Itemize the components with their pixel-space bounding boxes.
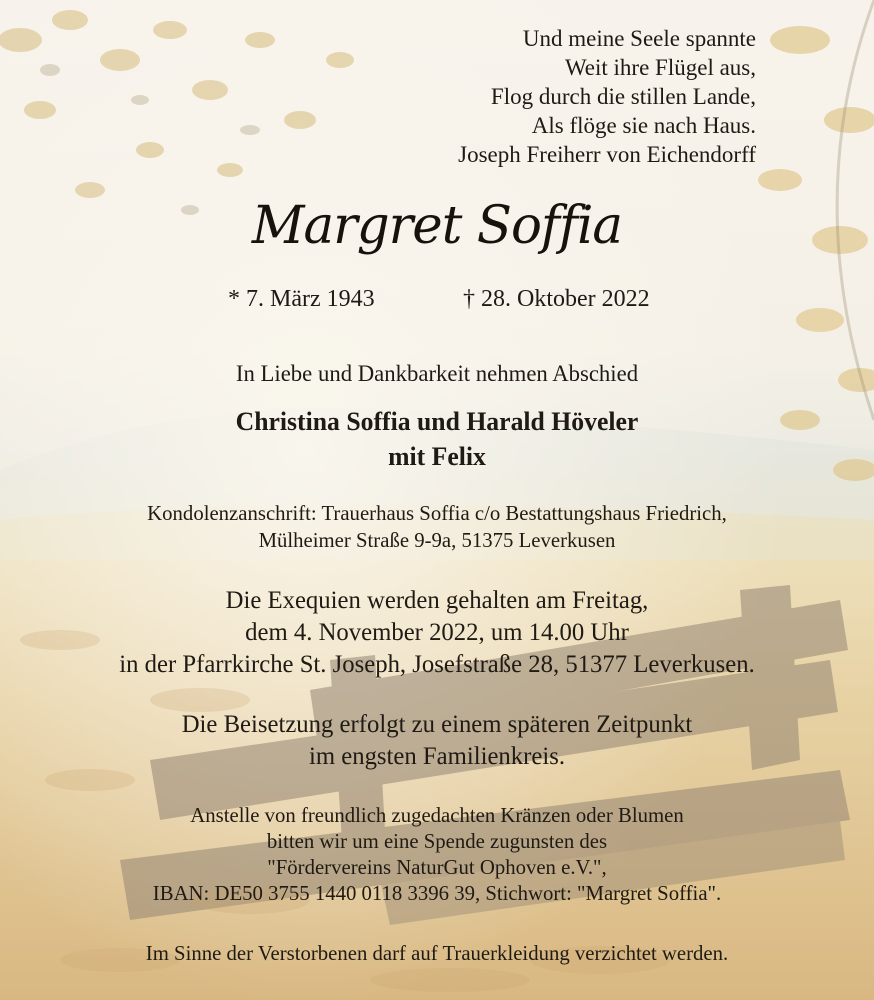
condolence-address-line2: Mülheimer Straße 9-9a, 51375 Leverkusen — [258, 528, 616, 552]
donation-iban: IBAN: DE50 3755 1440 0118 3396 39, Stichwort: "Margret Soffia". — [152, 881, 722, 905]
donation-recipient: "Fördervereins NaturGut Ophoven e.V.", — [267, 855, 607, 879]
donation-request-line2: bitten wir um eine Spende zugunsten des — [266, 829, 608, 853]
death-date: † 28. Oktober 2022 — [463, 286, 650, 312]
closing-note: Im Sinne der Verstorbenen darf auf Trauerkleidung verzichtet werden. — [145, 941, 729, 965]
poem-line: Als flöge sie nach Haus. — [531, 113, 756, 138]
farewell-intro: In Liebe und Dankbarkeit nehmen Abschied — [235, 361, 639, 386]
birth-date: * 7. März 1943 — [228, 286, 375, 312]
donation-request: Anstelle von freundlich zugedachten Kränzen oder Blumen — [190, 803, 684, 827]
mourners-names-line2: mit Felix — [388, 442, 486, 471]
poem-line: Weit ihre Flügel aus, — [564, 55, 756, 80]
condolence-address: Kondolenzanschrift: Trauerhaus Soffia c/o Bestattungshaus Friedrich, — [147, 501, 727, 525]
service-date-time: dem 4. November 2022, um 14.00 Uhr — [245, 619, 629, 646]
deceased-name: Margret Soffia — [251, 196, 623, 256]
poem-line: Und meine Seele spannte — [522, 26, 756, 51]
service-location: in der Pfarrkirche St. Joseph, Josefstraße 28, 51377 Leverkusen. — [119, 651, 755, 678]
burial-info: Die Beisetzung erfolgt zu einem späteren Zeitpunkt — [181, 711, 693, 738]
poem-author: Joseph Freiherr von Eichendorff — [458, 142, 756, 167]
poem-line: Flog durch die stillen Lande, — [490, 84, 756, 109]
mourners-names: Christina Soffia und Harald Höveler — [235, 407, 639, 436]
burial-info-line2: im engsten Familienkreis. — [308, 743, 566, 770]
service-info: Die Exequien werden gehalten am Freitag, — [225, 587, 649, 614]
